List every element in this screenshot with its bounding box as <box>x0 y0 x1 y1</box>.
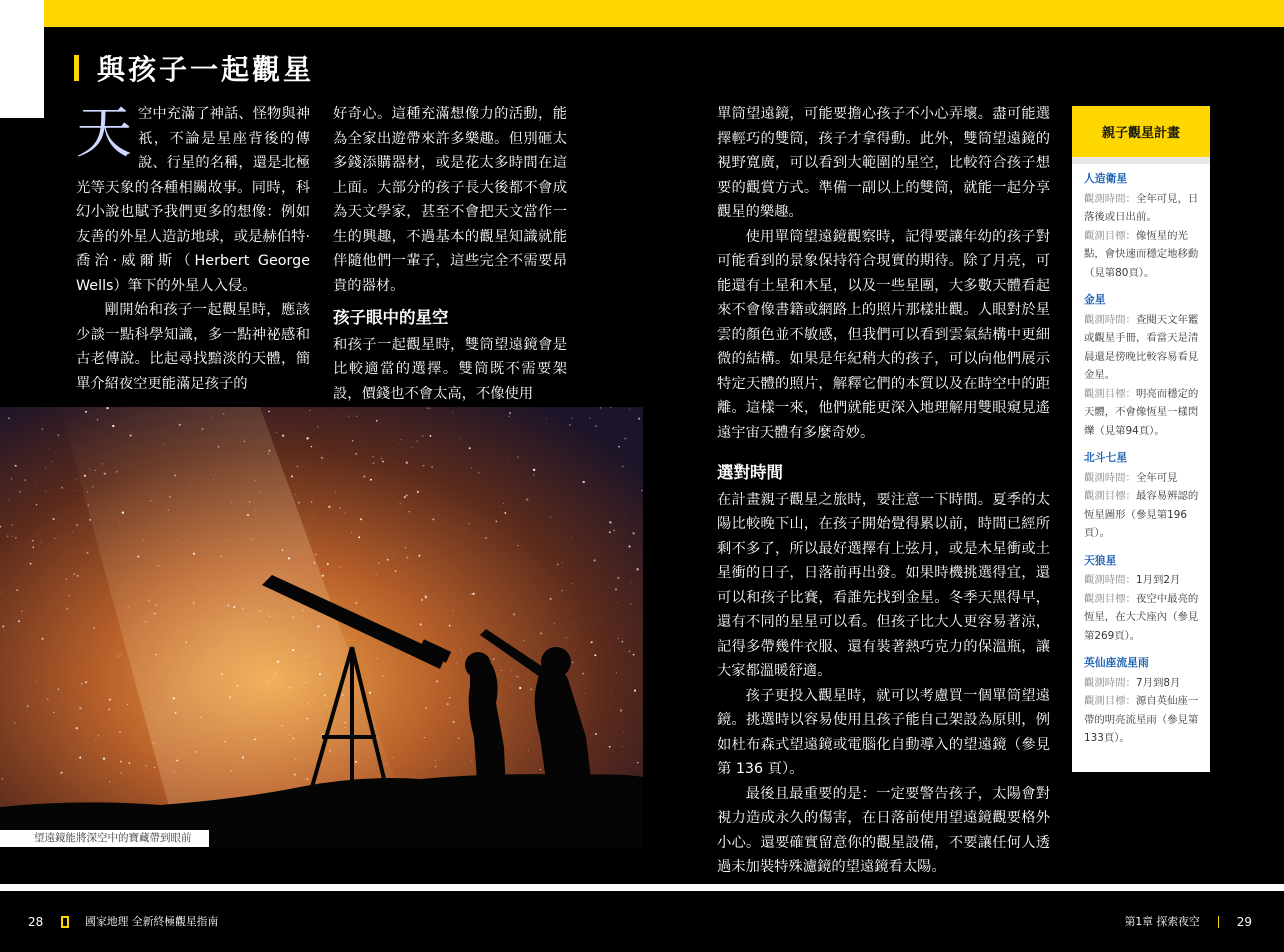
time-label: 觀測時間： <box>1084 192 1136 205</box>
time-label: 觀測時間： <box>1084 676 1136 689</box>
section-heading: 孩子眼中的星空 <box>333 308 449 327</box>
text-column-2 <box>333 102 567 406</box>
sidebar-item <box>1084 449 1200 543</box>
book-logo-icon <box>61 916 69 928</box>
target-label: 觀測目標： <box>1084 229 1136 242</box>
target-value: 明亮而穩定的天體，不會像恆星一樣閃爍（見第94頁）。 <box>1084 387 1199 437</box>
target-value: 夜空中最亮的恆星，在大犬座內（參見第269頁）。 <box>1084 592 1199 642</box>
night-sky-image <box>0 407 643 847</box>
paragraph: 在計畫親子觀星之旅時，要注意一下時間。夏季的太陽比較晚下山，在孩子開始覺得累以前，時間已經所剩不多了，所以最好選擇有上弦月，或是木星衝或土星衝的日子，日落前再出發。如果時機挑選得宜，還可以和孩子比賽，看誰先找到金星。冬季天黑得早，還有不同的星星可以看。但孩子比大人更容易著涼，記得多帶幾件衣服、還有裝著熱巧克力的保溫瓶，讓大家都溫暖舒適。 <box>717 491 1050 679</box>
sidebar-item-name: 金星 <box>1084 293 1106 306</box>
footer-left <box>28 914 218 929</box>
text-column-1 <box>76 102 310 396</box>
sidebar-item-time <box>1084 311 1200 385</box>
drop-cap: 天 <box>76 101 132 166</box>
telescope-photo <box>0 407 643 847</box>
sidebar-item-name: 北斗七星 <box>1084 451 1128 464</box>
paragraph: 和孩子一起觀星時，雙筒望遠鏡會是比較適當的選擇。雙筒既不需要架設，價錢也不會太高，不像使用 <box>333 336 567 402</box>
sidebar-item-name: 天狼星 <box>1084 553 1117 567</box>
paragraph: 最後且最重要的是：一定要警告孩子，太陽會對視力造成永久的傷害，在日落前使用望遠鏡觀要格外小心。還要確實留意你的觀星設備，不要讓任何人透過未加裝特殊濾鏡的望遠鏡看太陽。 <box>717 785 1050 875</box>
sidebar-divider <box>1072 157 1210 164</box>
target-label: 觀測目標： <box>1084 695 1136 707</box>
target-label: 觀測目標： <box>1084 490 1136 502</box>
sidebar-body <box>1072 164 1210 748</box>
paragraph: 剛開始和孩子一起觀星時，應該少談一點科學知識，多一點神祕感和古老傳說。比起尋找黯淡的天體，簡單介紹夜空更能滿足孩子的 <box>76 302 310 392</box>
sidebar-item-time <box>1084 571 1200 590</box>
sidebar-item-time <box>1084 190 1200 227</box>
target-label: 觀測目標： <box>1084 592 1136 605</box>
time-value: 全年可見 <box>1135 471 1178 484</box>
paragraph: 單筒望遠鏡，可能要擔心孩子不小心弄壞。盡可能選擇輕巧的雙筒，孩子才拿得動。此外，雙筒望遠鏡的視野寬廣，可以看到大範圍的星空，比較符合孩子想要的觀賞方式。準備一副以上的雙筒，就能一起分享觀星的樂趣。 <box>717 106 1050 220</box>
sidebar-item-target <box>1084 590 1200 646</box>
chapter-label: 第1章 探索夜空 <box>1124 915 1200 928</box>
paragraph: 使用單筒望遠鏡觀察時，記得要讓年幼的孩子對可能看到的景象保持符合現實的期待。除了月亮，可能還有土星和木星，以及一些星團，大多數天體看起來不會像書籍或網路上的照片那樣壯觀。人眼對於星雲的顏色並不敏感，但我們可以看到雲氣結構中更細微的結構。如果是年紀稍大的孩子，可以向他們展示特定天體的照片，解釋它們的本質以及在時空中的距離。這樣一來，他們就能更深入地理解用雙眼窺見遙遠宇宙天體有多麼奇妙。 <box>717 228 1050 441</box>
footer-rule <box>0 884 1284 891</box>
sidebar-item <box>1084 291 1200 440</box>
sidebar-item-target <box>1084 385 1200 441</box>
target-value: 像恆星的光點，會快速而穩定地移動（見第80頁）。 <box>1084 229 1199 279</box>
paragraph: 好奇心。這種充滿想像力的活動，能為全家出遊帶來許多樂趣。但別砸太多錢添購器材，或是花太多時間在這上面。大部分的孩子長大後都不會成為天文學家，甚至不會把天文當作一生的興趣，不過基本的觀星知識就能伴隨他們一輩子，這些完全不需要昂貴的器材。 <box>333 106 567 294</box>
time-value: 查閱天文年鑑或觀星手冊，看當天是清晨還是傍晚比較容易看見金星。 <box>1084 313 1199 381</box>
time-value: 全年可見，日落後或日出前。 <box>1084 192 1199 223</box>
page-title: 與孩子一起觀星 <box>97 53 315 86</box>
target-label: 觀測目標： <box>1084 387 1136 400</box>
section-heading: 選對時間 <box>717 463 783 482</box>
corner-tab <box>0 0 44 118</box>
sidebar-item-target <box>1084 227 1200 283</box>
target-value: 源自英仙座一帶的明亮流星雨（參見第133頁）。 <box>1084 695 1199 744</box>
sidebar-title: 親子觀星計畫 <box>1072 106 1210 157</box>
footer-right <box>1125 914 1252 929</box>
sidebar-item-target <box>1084 692 1200 748</box>
paragraph: 空中充滿了神話、怪物與神祇，不論是星座背後的傳說、行星的名稱，還是北極光等天象的各種相關故事。同時，科幻小說也賦予我們更多的想像：例如友善的外星人造訪地球，或是赫伯特·喬治·威爾斯（Herbert George Wells）筆下的外星人入侵。 <box>76 106 310 294</box>
top-accent-bar <box>44 0 1284 27</box>
sidebar-box <box>1072 106 1210 772</box>
time-label: 觀測時間： <box>1084 574 1136 586</box>
right-page-number: 29 <box>1236 914 1252 929</box>
photo-caption: 望遠鏡能將深空中的寶藏帶到眼前 <box>0 830 209 847</box>
sidebar-item <box>1084 170 1200 282</box>
sidebar-item-time <box>1084 674 1200 693</box>
title-marker <box>74 55 79 81</box>
sidebar-item-name: 人造衛星 <box>1084 172 1128 185</box>
text-column-3 <box>717 102 1050 880</box>
target-value: 最容易辨認的恆星圖形（參見第196頁）。 <box>1084 490 1199 539</box>
time-value: 7月到8月 <box>1135 676 1181 689</box>
sidebar-item-target <box>1084 487 1200 543</box>
left-page-number: 28 <box>28 914 44 929</box>
sidebar-item-time <box>1084 469 1200 488</box>
page-footer <box>0 891 1284 952</box>
paragraph: 孩子更投入觀星時，就可以考慮買一個單筒望遠鏡。挑選時以容易使用且孩子能自己架設為原則，例如杜布森式望遠鏡或電腦化自動導入的望遠鏡（參見第 136 頁）。 <box>717 687 1050 777</box>
time-label: 觀測時間： <box>1084 471 1136 484</box>
time-label: 觀測時間： <box>1084 313 1136 326</box>
sidebar-item-name: 英仙座流星雨 <box>1084 656 1149 669</box>
sidebar-item <box>1084 552 1200 646</box>
page-title-row <box>74 48 314 88</box>
book-title: 國家地理 全新終極觀星指南 <box>85 915 219 928</box>
footer-divider <box>1218 916 1219 928</box>
time-value: 1月到2月 <box>1135 574 1181 586</box>
sidebar-item <box>1084 654 1200 748</box>
